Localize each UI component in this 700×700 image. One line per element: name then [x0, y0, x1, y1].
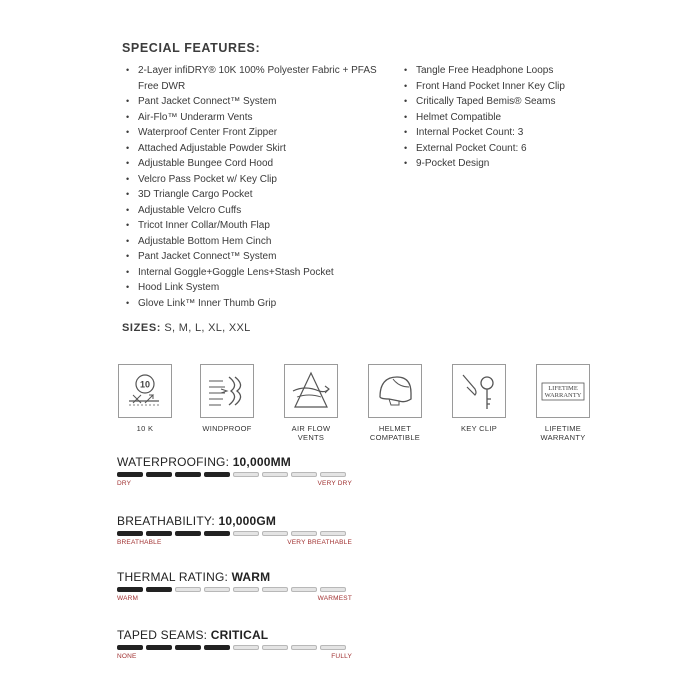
icon-label-air-flow: AIR FLOW VENTS — [291, 424, 331, 442]
rating-segment — [146, 472, 172, 477]
rating-segment — [320, 587, 346, 592]
rating-segment — [204, 531, 230, 536]
rating-segment — [262, 645, 288, 650]
feature-item: • Critically Taped Bemis® Seams — [400, 94, 600, 110]
rating-segment — [233, 587, 259, 592]
rating-segment — [320, 645, 346, 650]
icon-item-windproof — [199, 364, 255, 433]
warranty-box-line2: WARRANTY — [544, 392, 582, 399]
rating-segment — [233, 472, 259, 477]
feature-icons-row — [117, 364, 597, 444]
features-list-right — [400, 63, 600, 172]
feature-item: • Tricot Inner Collar/Mouth Flap — [122, 218, 392, 234]
rating-breathability — [117, 514, 352, 546]
sizes-values: S, M, L, XL, XXL — [164, 322, 251, 334]
feature-item: • Front Hand Pocket Inner Key Clip — [400, 79, 600, 95]
rating-bars — [117, 587, 352, 592]
rating-segment — [320, 531, 346, 536]
special-features-title: SPECIAL FEATURES: — [122, 41, 261, 55]
rating-title: WATERPROOFING: 10,000MM — [117, 455, 291, 469]
rating-min-label: DRY — [117, 480, 132, 487]
warranty-box-line1: LIFETIME — [548, 385, 578, 392]
rating-segment — [175, 645, 201, 650]
sizes-line — [122, 322, 251, 334]
icon-item-10k — [117, 364, 173, 433]
rating-taped-seams — [117, 628, 352, 660]
rating-max-label: FULLY — [331, 653, 352, 660]
rating-segment — [291, 645, 317, 650]
waterproof-badge-text: 10 — [139, 379, 151, 390]
feature-item: • Adjustable Bungee Cord Hood — [122, 156, 392, 172]
feature-item: • Pant Jacket Connect™ System — [122, 94, 392, 110]
icon-label-windproof: WINDPROOF — [202, 424, 252, 433]
rating-segment — [291, 531, 317, 536]
rating-segment — [262, 472, 288, 477]
rating-segment — [146, 645, 172, 650]
feature-item: • Glove Link™ Inner Thumb Grip — [122, 296, 392, 312]
feature-item: • External Pocket Count: 6 — [400, 141, 600, 157]
rating-segment — [233, 531, 259, 536]
icon-label-10k: 10 K — [136, 424, 154, 433]
icon-label-helmet: HELMET COMPATIBLE — [369, 424, 421, 442]
rating-title: BREATHABILITY: 10,000GM — [117, 514, 277, 528]
feature-item: • Helmet Compatible — [400, 110, 600, 126]
feature-item: • Air-Flo™ Underarm Vents — [122, 110, 392, 126]
rating-segment — [262, 587, 288, 592]
icon-item-air-flow — [283, 364, 339, 442]
rating-segment — [175, 472, 201, 477]
key-clip-icon — [452, 364, 506, 418]
rating-max-label: WARMEST — [317, 595, 352, 602]
rating-min-label: NONE — [117, 653, 137, 660]
rating-segment — [291, 472, 317, 477]
rating-bars — [117, 531, 352, 536]
icon-label-key-clip: KEY CLIP — [460, 424, 498, 433]
feature-item: • Hood Link System — [122, 280, 392, 296]
rating-min-label: BREATHABLE — [117, 539, 162, 546]
feature-item: • Tangle Free Headphone Loops — [400, 63, 600, 79]
rating-segment — [117, 587, 143, 592]
rating-segment — [204, 472, 230, 477]
feature-item: • 2-Layer infiDRY® 10K 100% Polyester Fabric + PFAS Free DWR — [122, 63, 392, 94]
rating-max-label: VERY BREATHABLE — [287, 539, 352, 546]
rating-segment — [146, 587, 172, 592]
rating-waterproofing — [117, 455, 352, 487]
feature-item: • Internal Goggle+Goggle Lens+Stash Pocket — [122, 265, 392, 281]
rating-segment — [117, 645, 143, 650]
rating-thermal — [117, 570, 352, 602]
feature-item: • Waterproof Center Front Zipper — [122, 125, 392, 141]
rating-segment — [262, 531, 288, 536]
icon-item-helmet — [367, 364, 423, 442]
feature-item: • Adjustable Velcro Cuffs — [122, 203, 392, 219]
feature-item: • Velcro Pass Pocket w/ Key Clip — [122, 172, 392, 188]
air-flow-vents-icon — [284, 364, 338, 418]
feature-item: • 9-Pocket Design — [400, 156, 600, 172]
rating-segment — [117, 531, 143, 536]
rating-segment — [233, 645, 259, 650]
icon-item-key-clip — [451, 364, 507, 433]
rating-segment — [204, 645, 230, 650]
rating-bars — [117, 472, 352, 477]
rating-segment — [175, 587, 201, 592]
rating-segment — [117, 472, 143, 477]
icon-label-lifetime-warranty: LIFETIME WARRANTY — [540, 424, 586, 442]
lifetime-warranty-icon — [536, 364, 590, 418]
waterproof-10k-icon — [118, 364, 172, 418]
rating-segment — [291, 587, 317, 592]
sizes-label: SIZES: — [122, 322, 162, 334]
feature-item: • 3D Triangle Cargo Pocket — [122, 187, 392, 203]
rating-segment — [204, 587, 230, 592]
rating-title: TAPED SEAMS: CRITICAL — [117, 628, 269, 642]
features-list-left — [122, 63, 392, 311]
feature-item: • Adjustable Bottom Hem Cinch — [122, 234, 392, 250]
feature-item: • Internal Pocket Count: 3 — [400, 125, 600, 141]
rating-bars — [117, 645, 352, 650]
rating-max-label: VERY DRY — [317, 480, 352, 487]
rating-segment — [146, 531, 172, 536]
feature-item: • Pant Jacket Connect™ System — [122, 249, 392, 265]
helmet-icon — [368, 364, 422, 418]
rating-segment — [320, 472, 346, 477]
feature-item: • Attached Adjustable Powder Skirt — [122, 141, 392, 157]
windproof-icon — [200, 364, 254, 418]
rating-min-label: WARM — [117, 595, 139, 602]
rating-segment — [175, 531, 201, 536]
rating-title: THERMAL RATING: WARM — [117, 570, 271, 584]
icon-item-lifetime-warranty — [535, 364, 591, 442]
